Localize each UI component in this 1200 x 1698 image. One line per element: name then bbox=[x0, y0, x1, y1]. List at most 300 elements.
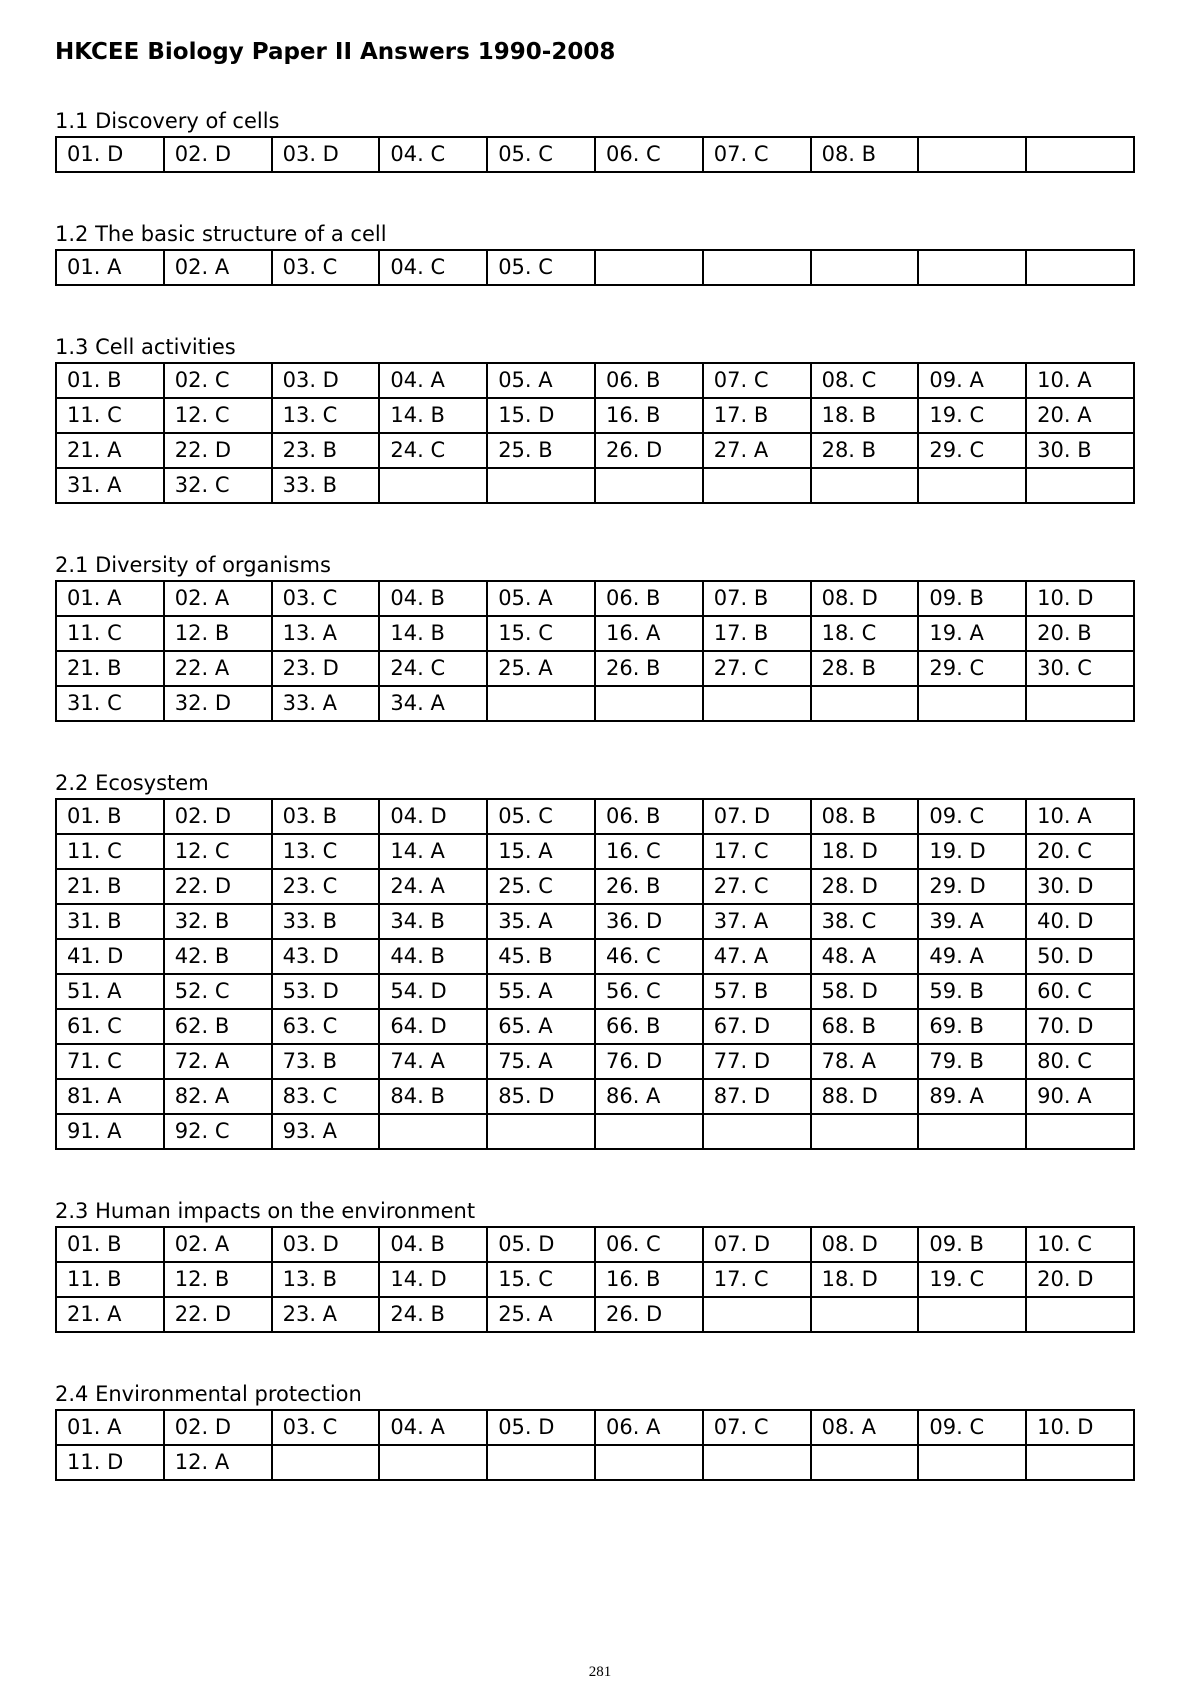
empty-cell bbox=[1026, 1297, 1134, 1332]
empty-cell bbox=[379, 1445, 487, 1480]
empty-cell bbox=[595, 250, 703, 285]
answer-cell: 49. A bbox=[918, 939, 1026, 974]
answer-cell: 24. A bbox=[379, 869, 487, 904]
table-row bbox=[56, 1262, 1134, 1297]
answer-cell: 23. D bbox=[272, 651, 380, 686]
empty-cell bbox=[1026, 468, 1134, 503]
answer-cell: 76. D bbox=[595, 1044, 703, 1079]
answer-cell: 02. D bbox=[164, 799, 272, 834]
answer-cell: 08. C bbox=[811, 363, 919, 398]
answer-cell: 03. D bbox=[272, 137, 380, 172]
answer-cell: 03. D bbox=[272, 363, 380, 398]
answer-cell: 16. B bbox=[595, 398, 703, 433]
empty-cell bbox=[595, 468, 703, 503]
section-heading: 1.2 The basic structure of a cell bbox=[55, 222, 387, 246]
section-heading: 2.3 Human impacts on the environment bbox=[55, 1199, 476, 1223]
answer-cell: 09. B bbox=[918, 581, 1026, 616]
answer-cell: 26. B bbox=[595, 651, 703, 686]
answer-cell: 33. B bbox=[272, 468, 380, 503]
empty-cell bbox=[487, 1114, 595, 1149]
answer-cell: 70. D bbox=[1026, 1009, 1134, 1044]
empty-cell bbox=[918, 1297, 1026, 1332]
answer-cell: 21. A bbox=[56, 1297, 164, 1332]
answer-cell: 21. B bbox=[56, 651, 164, 686]
section-heading: 1.3 Cell activities bbox=[55, 335, 236, 359]
page-title: HKCEE Biology Paper II Answers 1990-2008 bbox=[55, 39, 616, 65]
empty-cell bbox=[918, 137, 1026, 172]
answer-cell: 24. C bbox=[379, 433, 487, 468]
answer-cell: 30. B bbox=[1026, 433, 1134, 468]
table-row bbox=[56, 250, 1134, 285]
answer-cell: 03. C bbox=[272, 581, 380, 616]
answer-cell: 23. B bbox=[272, 433, 380, 468]
answer-cell: 89. A bbox=[918, 1079, 1026, 1114]
answer-cell: 09. C bbox=[918, 1410, 1026, 1445]
answer-cell: 72. A bbox=[164, 1044, 272, 1079]
table-row bbox=[56, 398, 1134, 433]
answer-cell: 26. D bbox=[595, 1297, 703, 1332]
answer-cell: 10. D bbox=[1026, 1410, 1134, 1445]
table-row bbox=[56, 363, 1134, 398]
answer-cell: 02. C bbox=[164, 363, 272, 398]
answer-cell: 66. B bbox=[595, 1009, 703, 1044]
answer-cell: 42. B bbox=[164, 939, 272, 974]
answer-cell: 79. B bbox=[918, 1044, 1026, 1079]
answer-cell: 07. C bbox=[703, 1410, 811, 1445]
answer-cell: 16. A bbox=[595, 616, 703, 651]
answer-cell: 38. C bbox=[811, 904, 919, 939]
answer-table bbox=[55, 580, 1135, 722]
answer-cell: 87. D bbox=[703, 1079, 811, 1114]
sections-container bbox=[55, 108, 1135, 1481]
answer-cell: 01. B bbox=[56, 1227, 164, 1262]
answer-cell: 07. D bbox=[703, 1227, 811, 1262]
answer-cell: 75. A bbox=[487, 1044, 595, 1079]
answer-table bbox=[55, 1409, 1135, 1481]
answer-cell: 69. B bbox=[918, 1009, 1026, 1044]
answer-cell: 02. D bbox=[164, 137, 272, 172]
empty-cell bbox=[595, 1114, 703, 1149]
section-heading: 1.1 Discovery of cells bbox=[55, 109, 280, 133]
answer-cell: 03. C bbox=[272, 1410, 380, 1445]
answer-cell: 10. A bbox=[1026, 799, 1134, 834]
answer-section bbox=[55, 334, 1135, 504]
answer-cell: 01. A bbox=[56, 581, 164, 616]
answer-cell: 52. C bbox=[164, 974, 272, 1009]
answer-cell: 24. B bbox=[379, 1297, 487, 1332]
answer-cell: 43. D bbox=[272, 939, 380, 974]
answer-cell: 73. B bbox=[272, 1044, 380, 1079]
answer-cell: 17. C bbox=[703, 1262, 811, 1297]
answer-table bbox=[55, 1226, 1135, 1333]
answer-cell: 03. C bbox=[272, 250, 380, 285]
empty-cell bbox=[811, 1445, 919, 1480]
answer-cell: 25. C bbox=[487, 869, 595, 904]
answer-cell: 01. B bbox=[56, 363, 164, 398]
answer-cell: 60. C bbox=[1026, 974, 1134, 1009]
empty-cell bbox=[272, 1445, 380, 1480]
answer-cell: 19. C bbox=[918, 1262, 1026, 1297]
answer-cell: 53. D bbox=[272, 974, 380, 1009]
answer-cell: 85. D bbox=[487, 1079, 595, 1114]
answer-cell: 07. B bbox=[703, 581, 811, 616]
answer-cell: 01. B bbox=[56, 799, 164, 834]
answer-cell: 25. A bbox=[487, 651, 595, 686]
answer-cell: 44. B bbox=[379, 939, 487, 974]
answer-cell: 22. D bbox=[164, 869, 272, 904]
answer-cell: 05. C bbox=[487, 250, 595, 285]
answer-cell: 40. D bbox=[1026, 904, 1134, 939]
answer-table bbox=[55, 249, 1135, 286]
answer-cell: 11. D bbox=[56, 1445, 164, 1480]
answer-sheet bbox=[55, 38, 1135, 1529]
empty-cell bbox=[703, 468, 811, 503]
answer-cell: 17. B bbox=[703, 616, 811, 651]
answer-cell: 08. B bbox=[811, 799, 919, 834]
answer-cell: 86. A bbox=[595, 1079, 703, 1114]
answer-cell: 20. A bbox=[1026, 398, 1134, 433]
answer-cell: 02. A bbox=[164, 581, 272, 616]
answer-cell: 63. C bbox=[272, 1009, 380, 1044]
answer-cell: 48. A bbox=[811, 939, 919, 974]
answer-cell: 91. A bbox=[56, 1114, 164, 1149]
answer-cell: 24. C bbox=[379, 651, 487, 686]
answer-cell: 33. B bbox=[272, 904, 380, 939]
answer-cell: 33. A bbox=[272, 686, 380, 721]
table-row bbox=[56, 1227, 1134, 1262]
answer-cell: 23. A bbox=[272, 1297, 380, 1332]
empty-cell bbox=[1026, 1445, 1134, 1480]
answer-cell: 45. B bbox=[487, 939, 595, 974]
answer-cell: 04. B bbox=[379, 581, 487, 616]
answer-cell: 05. D bbox=[487, 1227, 595, 1262]
answer-cell: 14. B bbox=[379, 616, 487, 651]
answer-cell: 11. B bbox=[56, 1262, 164, 1297]
answer-cell: 14. B bbox=[379, 398, 487, 433]
answer-cell: 06. A bbox=[595, 1410, 703, 1445]
section-heading: 2.1 Diversity of organisms bbox=[55, 553, 331, 577]
answer-cell: 04. A bbox=[379, 1410, 487, 1445]
section-heading: 2.2 Ecosystem bbox=[55, 771, 209, 795]
empty-cell bbox=[595, 1445, 703, 1480]
answer-cell: 37. A bbox=[703, 904, 811, 939]
answer-section bbox=[55, 221, 1135, 286]
answer-cell: 12. C bbox=[164, 834, 272, 869]
answer-cell: 22. A bbox=[164, 651, 272, 686]
page-number: 281 bbox=[588, 1664, 612, 1680]
table-row bbox=[56, 468, 1134, 503]
answer-cell: 65. A bbox=[487, 1009, 595, 1044]
answer-cell: 02. A bbox=[164, 1227, 272, 1262]
table-row bbox=[56, 651, 1134, 686]
answer-cell: 14. D bbox=[379, 1262, 487, 1297]
answer-cell: 50. D bbox=[1026, 939, 1134, 974]
answer-cell: 15. C bbox=[487, 1262, 595, 1297]
answer-cell: 12. B bbox=[164, 1262, 272, 1297]
answer-cell: 08. B bbox=[811, 137, 919, 172]
table-row bbox=[56, 939, 1134, 974]
empty-cell bbox=[811, 1114, 919, 1149]
answer-cell: 36. D bbox=[595, 904, 703, 939]
answer-cell: 10. C bbox=[1026, 1227, 1134, 1262]
empty-cell bbox=[487, 468, 595, 503]
answer-cell: 84. B bbox=[379, 1079, 487, 1114]
answer-cell: 28. D bbox=[811, 869, 919, 904]
empty-cell bbox=[811, 686, 919, 721]
answer-cell: 25. A bbox=[487, 1297, 595, 1332]
answer-cell: 67. D bbox=[703, 1009, 811, 1044]
answer-cell: 11. C bbox=[56, 834, 164, 869]
empty-cell bbox=[703, 1445, 811, 1480]
answer-cell: 12. B bbox=[164, 616, 272, 651]
answer-cell: 16. C bbox=[595, 834, 703, 869]
empty-cell bbox=[379, 468, 487, 503]
answer-cell: 20. B bbox=[1026, 616, 1134, 651]
table-row bbox=[56, 834, 1134, 869]
answer-cell: 19. A bbox=[918, 616, 1026, 651]
answer-cell: 11. C bbox=[56, 616, 164, 651]
answer-cell: 19. C bbox=[918, 398, 1026, 433]
answer-cell: 51. A bbox=[56, 974, 164, 1009]
answer-cell: 05. A bbox=[487, 363, 595, 398]
answer-cell: 21. B bbox=[56, 869, 164, 904]
answer-cell: 06. C bbox=[595, 1227, 703, 1262]
answer-cell: 31. A bbox=[56, 468, 164, 503]
answer-cell: 22. D bbox=[164, 433, 272, 468]
answer-cell: 92. C bbox=[164, 1114, 272, 1149]
answer-cell: 41. D bbox=[56, 939, 164, 974]
answer-cell: 15. D bbox=[487, 398, 595, 433]
answer-cell: 23. C bbox=[272, 869, 380, 904]
empty-cell bbox=[1026, 686, 1134, 721]
answer-cell: 10. D bbox=[1026, 581, 1134, 616]
answer-cell: 04. B bbox=[379, 1227, 487, 1262]
answer-cell: 13. C bbox=[272, 834, 380, 869]
answer-cell: 25. B bbox=[487, 433, 595, 468]
empty-cell bbox=[918, 1445, 1026, 1480]
answer-cell: 06. C bbox=[595, 137, 703, 172]
table-row bbox=[56, 1079, 1134, 1114]
empty-cell bbox=[918, 250, 1026, 285]
answer-cell: 54. D bbox=[379, 974, 487, 1009]
answer-cell: 09. C bbox=[918, 799, 1026, 834]
answer-cell: 04. A bbox=[379, 363, 487, 398]
empty-cell bbox=[918, 1114, 1026, 1149]
answer-section bbox=[55, 770, 1135, 1150]
table-row bbox=[56, 974, 1134, 1009]
answer-cell: 22. D bbox=[164, 1297, 272, 1332]
table-row bbox=[56, 1410, 1134, 1445]
answer-cell: 28. B bbox=[811, 433, 919, 468]
answer-cell: 62. B bbox=[164, 1009, 272, 1044]
answer-cell: 28. B bbox=[811, 651, 919, 686]
answer-cell: 93. A bbox=[272, 1114, 380, 1149]
empty-cell bbox=[1026, 1114, 1134, 1149]
empty-cell bbox=[487, 1445, 595, 1480]
answer-cell: 14. A bbox=[379, 834, 487, 869]
answer-cell: 57. B bbox=[703, 974, 811, 1009]
table-row bbox=[56, 1044, 1134, 1079]
answer-cell: 59. B bbox=[918, 974, 1026, 1009]
answer-cell: 17. C bbox=[703, 834, 811, 869]
answer-cell: 80. C bbox=[1026, 1044, 1134, 1079]
answer-cell: 64. D bbox=[379, 1009, 487, 1044]
answer-cell: 16. B bbox=[595, 1262, 703, 1297]
answer-cell: 78. A bbox=[811, 1044, 919, 1079]
answer-cell: 30. D bbox=[1026, 869, 1134, 904]
answer-cell: 05. D bbox=[487, 1410, 595, 1445]
answer-cell: 81. A bbox=[56, 1079, 164, 1114]
answer-cell: 13. B bbox=[272, 1262, 380, 1297]
answer-cell: 06. B bbox=[595, 581, 703, 616]
empty-cell bbox=[811, 250, 919, 285]
answer-cell: 07. C bbox=[703, 137, 811, 172]
empty-cell bbox=[703, 250, 811, 285]
answer-cell: 34. B bbox=[379, 904, 487, 939]
answer-cell: 29. D bbox=[918, 869, 1026, 904]
answer-cell: 08. D bbox=[811, 1227, 919, 1262]
answer-cell: 68. B bbox=[811, 1009, 919, 1044]
answer-cell: 01. A bbox=[56, 1410, 164, 1445]
answer-section bbox=[55, 108, 1135, 173]
answer-cell: 18. C bbox=[811, 616, 919, 651]
answer-cell: 06. B bbox=[595, 363, 703, 398]
table-row bbox=[56, 616, 1134, 651]
answer-cell: 29. C bbox=[918, 651, 1026, 686]
empty-cell bbox=[379, 1114, 487, 1149]
answer-cell: 47. A bbox=[703, 939, 811, 974]
answer-cell: 11. C bbox=[56, 398, 164, 433]
answer-cell: 03. B bbox=[272, 799, 380, 834]
answer-cell: 90. A bbox=[1026, 1079, 1134, 1114]
answer-cell: 77. D bbox=[703, 1044, 811, 1079]
empty-cell bbox=[918, 686, 1026, 721]
answer-cell: 82. A bbox=[164, 1079, 272, 1114]
empty-cell bbox=[1026, 137, 1134, 172]
answer-cell: 83. C bbox=[272, 1079, 380, 1114]
answer-cell: 10. A bbox=[1026, 363, 1134, 398]
answer-cell: 18. B bbox=[811, 398, 919, 433]
answer-cell: 18. D bbox=[811, 1262, 919, 1297]
answer-section bbox=[55, 1381, 1135, 1481]
answer-table bbox=[55, 798, 1135, 1150]
answer-cell: 19. D bbox=[918, 834, 1026, 869]
answer-cell: 15. A bbox=[487, 834, 595, 869]
answer-cell: 13. A bbox=[272, 616, 380, 651]
answer-cell: 88. D bbox=[811, 1079, 919, 1114]
answer-cell: 03. D bbox=[272, 1227, 380, 1262]
answer-cell: 01. A bbox=[56, 250, 164, 285]
answer-cell: 31. B bbox=[56, 904, 164, 939]
table-row bbox=[56, 433, 1134, 468]
answer-cell: 32. D bbox=[164, 686, 272, 721]
table-row bbox=[56, 581, 1134, 616]
table-row bbox=[56, 799, 1134, 834]
empty-cell bbox=[703, 686, 811, 721]
answer-cell: 29. C bbox=[918, 433, 1026, 468]
answer-cell: 20. D bbox=[1026, 1262, 1134, 1297]
table-row bbox=[56, 1297, 1134, 1332]
table-row bbox=[56, 1445, 1134, 1480]
answer-cell: 61. C bbox=[56, 1009, 164, 1044]
answer-cell: 27. A bbox=[703, 433, 811, 468]
section-heading: 2.4 Environmental protection bbox=[55, 1382, 362, 1406]
answer-cell: 08. A bbox=[811, 1410, 919, 1445]
answer-table bbox=[55, 362, 1135, 504]
empty-cell bbox=[811, 468, 919, 503]
answer-cell: 07. C bbox=[703, 363, 811, 398]
answer-cell: 21. A bbox=[56, 433, 164, 468]
empty-cell bbox=[811, 1297, 919, 1332]
answer-section bbox=[55, 1198, 1135, 1333]
empty-cell bbox=[703, 1297, 811, 1332]
answer-cell: 31. C bbox=[56, 686, 164, 721]
answer-cell: 58. D bbox=[811, 974, 919, 1009]
answer-table bbox=[55, 136, 1135, 173]
answer-cell: 27. C bbox=[703, 651, 811, 686]
answer-cell: 02. A bbox=[164, 250, 272, 285]
answer-cell: 05. C bbox=[487, 137, 595, 172]
answer-cell: 26. D bbox=[595, 433, 703, 468]
answer-cell: 13. C bbox=[272, 398, 380, 433]
answer-cell: 55. A bbox=[487, 974, 595, 1009]
empty-cell bbox=[595, 686, 703, 721]
table-row bbox=[56, 869, 1134, 904]
answer-cell: 39. A bbox=[918, 904, 1026, 939]
answer-cell: 01. D bbox=[56, 137, 164, 172]
answer-section bbox=[55, 552, 1135, 722]
answer-cell: 04. C bbox=[379, 250, 487, 285]
answer-cell: 26. B bbox=[595, 869, 703, 904]
answer-cell: 35. A bbox=[487, 904, 595, 939]
answer-cell: 30. C bbox=[1026, 651, 1134, 686]
answer-cell: 18. D bbox=[811, 834, 919, 869]
table-row bbox=[56, 1114, 1134, 1149]
answer-cell: 71. C bbox=[56, 1044, 164, 1079]
answer-cell: 02. D bbox=[164, 1410, 272, 1445]
table-row bbox=[56, 904, 1134, 939]
answer-cell: 09. B bbox=[918, 1227, 1026, 1262]
answer-cell: 05. C bbox=[487, 799, 595, 834]
answer-cell: 05. A bbox=[487, 581, 595, 616]
empty-cell bbox=[487, 686, 595, 721]
answer-cell: 46. C bbox=[595, 939, 703, 974]
answer-cell: 17. B bbox=[703, 398, 811, 433]
answer-cell: 07. D bbox=[703, 799, 811, 834]
answer-cell: 09. A bbox=[918, 363, 1026, 398]
answer-cell: 06. B bbox=[595, 799, 703, 834]
answer-cell: 12. A bbox=[164, 1445, 272, 1480]
answer-cell: 15. C bbox=[487, 616, 595, 651]
empty-cell bbox=[1026, 250, 1134, 285]
answer-cell: 04. D bbox=[379, 799, 487, 834]
answer-cell: 04. C bbox=[379, 137, 487, 172]
table-row bbox=[56, 1009, 1134, 1044]
answer-cell: 32. C bbox=[164, 468, 272, 503]
table-row bbox=[56, 137, 1134, 172]
answer-cell: 12. C bbox=[164, 398, 272, 433]
empty-cell bbox=[703, 1114, 811, 1149]
answer-cell: 20. C bbox=[1026, 834, 1134, 869]
answer-cell: 56. C bbox=[595, 974, 703, 1009]
answer-cell: 32. B bbox=[164, 904, 272, 939]
table-row bbox=[56, 686, 1134, 721]
answer-cell: 34. A bbox=[379, 686, 487, 721]
empty-cell bbox=[918, 468, 1026, 503]
answer-cell: 08. D bbox=[811, 581, 919, 616]
answer-cell: 27. C bbox=[703, 869, 811, 904]
answer-cell: 74. A bbox=[379, 1044, 487, 1079]
